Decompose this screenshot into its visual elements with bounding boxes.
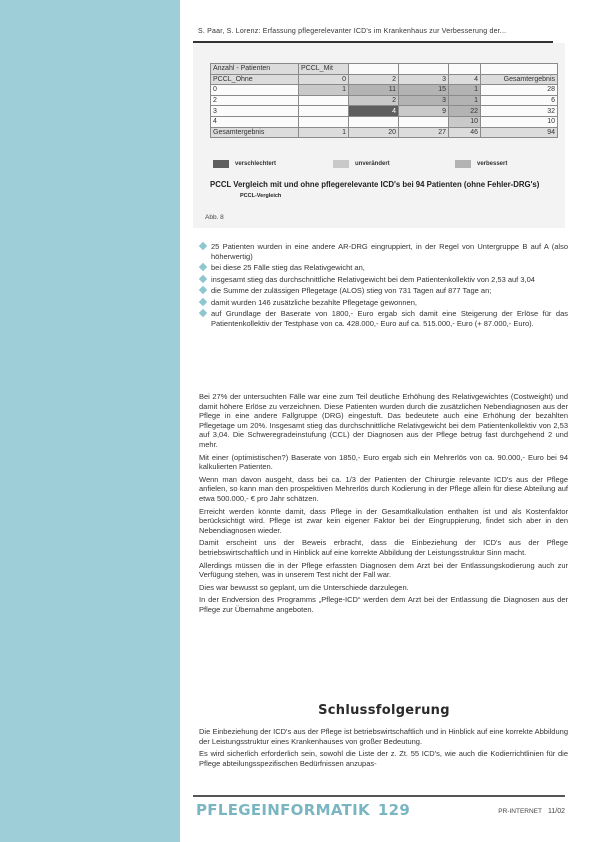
table-cell xyxy=(449,64,481,75)
body-text xyxy=(199,392,568,617)
figure-caption-sub: PCCL-Vergleich xyxy=(240,193,282,199)
table-row xyxy=(211,106,558,117)
table-cell: 3 xyxy=(399,74,449,85)
table-cell: 9 xyxy=(399,106,449,117)
table-cell: Anzahl - Patienten xyxy=(211,64,299,75)
table-row xyxy=(211,74,558,85)
table-row xyxy=(211,95,558,106)
table-cell xyxy=(299,95,349,106)
table-cell xyxy=(399,64,449,75)
paragraph: Mit einer (optimistischen?) Baserate von 1850,- Euro ergab sich ein Mehrerlös von ca. 90.000,- Euro bei 94 kalkulierten Patienten. xyxy=(199,452,568,472)
legend-swatch xyxy=(455,160,471,168)
legend-label: unverändert xyxy=(355,161,390,167)
paragraph: Es wird sicherlich erforderlich sein, sowohl die Liste der z. Zt. 55 ICD's, wie auch die Kodierrichtlinien für die Pflege abteilungsspezifischen Bedürfnissen anzupas- xyxy=(199,749,568,768)
legend-item-verschlechtert xyxy=(213,159,276,169)
paragraph: Dies war bewusst so geplant, um die Unterschiede darzulegen. xyxy=(199,582,409,592)
diamond-bullet-icon xyxy=(199,286,207,294)
page-number: 129 xyxy=(377,801,411,819)
footer-rule xyxy=(193,795,565,797)
table-cell: 1 xyxy=(299,85,349,96)
table-row xyxy=(211,116,558,127)
paragraph: Wenn man davon ausgeht, dass bei ca. 1/3 der Patienten der Chirurgie relevante ICD's aus der Pflege anfielen, so kann man den prospektiven Mehrerlös durch Kodierung in der Pflege allein für diese Abteilung auf etwa 500.000,- € pro Jahr schätzen. xyxy=(199,474,568,503)
bullet-item: 25 Patienten wurden in eine andere AR-DRG eingruppiert, in der Regel von Untergruppe B auf A (also höherwertig) xyxy=(200,242,568,261)
table-row xyxy=(211,64,558,75)
legend-label: verschlechtert xyxy=(235,161,277,167)
bullet-item: bei diese 25 Fälle stieg das Relativgewicht an, xyxy=(200,263,568,273)
bullet-item: auf Grundlage der Baserate von 1800,- Euro ergab sich damit eine Steigerung der Erlöse für das Patientenkollektiv der Testphase von ca. 428.000,- Euro auf ca. 515.000,- Euro (+ 87.000,- Euro). xyxy=(200,309,568,328)
bullet-item: damit wurden 146 zusätzliche bezahlte Pflegetage gewonnen, xyxy=(200,298,568,308)
table-cell: 4 xyxy=(349,106,399,117)
table-cell: 2 xyxy=(349,74,399,85)
running-header: S. Paar, S. Lorenz: Erfassung pflegerelevanter ICD's im Krankenhaus zur Verbesserung der... xyxy=(198,28,507,35)
table-cell: 10 xyxy=(449,116,481,127)
table-cell xyxy=(299,106,349,117)
table-cell: 1 xyxy=(449,95,481,106)
table-cell: 1 xyxy=(299,127,349,138)
table-cell: 2 xyxy=(211,95,299,106)
paragraph: Erreicht werden könnte damit, dass Pflege in der Gesamtkalkulation enthalten ist und als Kostenfaktor berücksichtigt wird. Pflege ist zwar kein eigener Faktor bei der Eingruppierung, findet sich aber in den Nebendiagnosen wieder. xyxy=(199,506,568,535)
diamond-bullet-icon xyxy=(199,297,207,305)
table-cell xyxy=(481,64,558,75)
table-cell: 11 xyxy=(349,85,399,96)
table-row xyxy=(211,127,558,138)
table-cell: 46 xyxy=(449,127,481,138)
figure-label: Abb. 8 xyxy=(205,214,224,221)
table-cell xyxy=(299,116,349,127)
table-cell: 1 xyxy=(449,85,481,96)
table-cell: 4 xyxy=(211,116,299,127)
pccl-comparison-table xyxy=(210,63,558,138)
diamond-bullet-icon xyxy=(199,274,207,282)
table-cell xyxy=(399,116,449,127)
table-cell xyxy=(349,116,399,127)
table-row xyxy=(211,85,558,96)
paragraph: Bei 27% der untersuchten Fälle war eine zum Teil deutliche Erhöhung des Relativgewichtes (Costweight) und damit höhere Erlöse zu verzeichnen. Diese Patienten wurden durch die zusätzlichen Nebendiagnosen aus der Pflege in eine andere Fallgruppe (DRG) eingestuft. Das bedeutete auch eine Erhöhung der bezahlten Pflegetage um 20%. Insgesamt stieg das durchschnittliche Relativgewicht bei dem Patientenkollektiv von 2,53 auf 3,04. Die Schweregradeinstufung (CCL) der Diagnosen aus der Pflege betrug fast durchgehend 2 und mehr. xyxy=(199,392,568,449)
bullet-item: insgesamt stieg das durchschnittliche Relativgewicht bei dem Patientenkollektiv von 2,53 auf 3,04 xyxy=(200,275,568,285)
table-cell: Gesamtergebnis xyxy=(211,127,299,138)
diamond-bullet-icon xyxy=(199,309,207,317)
publisher: PR-INTERNET xyxy=(498,808,542,815)
table-cell: 32 xyxy=(481,106,558,117)
table-cell: 27 xyxy=(399,127,449,138)
figure-caption xyxy=(210,180,570,201)
table-cell: 3 xyxy=(211,106,299,117)
table-cell: 0 xyxy=(211,85,299,96)
legend-item-unveraendert xyxy=(333,159,390,169)
footer-issue xyxy=(498,808,565,815)
table-cell: 2 xyxy=(349,95,399,106)
paragraph: Allerdings müssen die in der Pflege erfassten Diagnosen dem Arzt bei der Entlassungskodierung auch zur Verfügung stehen, was in unserem Test nicht der Fall war. xyxy=(199,560,568,580)
legend-label: verbessert xyxy=(477,161,508,167)
table-cell: 22 xyxy=(449,106,481,117)
issue-number: 11/02 xyxy=(548,808,565,815)
table-cell: Gesamtergebnis xyxy=(481,74,558,85)
table-cell: 4 xyxy=(449,74,481,85)
legend-item-verbessert xyxy=(455,159,507,169)
left-color-band xyxy=(0,0,180,842)
table-cell: 28 xyxy=(481,85,558,96)
paragraph: In der Endversion des Programms „Pflege-ICD“ werden dem Arzt bei der Entlassung die Diagnosen aus der Pflege zur Übernahme angeboten. xyxy=(199,595,568,614)
table-cell: 94 xyxy=(481,127,558,138)
results-bullet-list xyxy=(200,242,568,330)
paragraph: Damit erscheint uns der Beweis erbracht, dass die Einbeziehung der ICD's aus der Pflege betriebswirtschaftlich und in Hinblick auf eine korrekte Abbildung der Leistungsstruktur Sinn macht. xyxy=(199,538,568,557)
journal-name: PFLEGEINFORMATIK xyxy=(196,801,370,819)
table-cell xyxy=(349,64,399,75)
conclusion-text xyxy=(199,727,568,771)
diamond-bullet-icon xyxy=(199,263,207,271)
diamond-bullet-icon xyxy=(199,242,207,250)
table-cell: 20 xyxy=(349,127,399,138)
table-cell: 3 xyxy=(399,95,449,106)
table-cell: PCCL_Ohne xyxy=(211,74,299,85)
legend-swatch xyxy=(333,160,349,168)
section-heading: Schlussfolgerung xyxy=(318,703,450,718)
table-cell: PCCL_Mit xyxy=(299,64,349,75)
figure-caption-text: PCCL Vergleich mit und ohne pflegerelevante ICD's bei 94 Patienten (ohne Fehler-DRG's) xyxy=(210,180,540,189)
table-cell: 10 xyxy=(481,116,558,127)
journal-footer xyxy=(196,801,410,819)
table-cell: 15 xyxy=(399,85,449,96)
paragraph: Die Einbeziehung der ICD's aus der Pflege ist betriebswirtschaftlich und in Hinblick auf eine korrekte Abbildung der Leistungsstruktur eines Krankenhauses von großer Bedeutung. xyxy=(199,727,568,746)
table-cell: 6 xyxy=(481,95,558,106)
bullet-item: die Summe der zulässigen Pflegetage (ALOS) stieg von 731 Tagen auf 877 Tage an; xyxy=(200,286,568,296)
legend-swatch xyxy=(213,160,229,168)
table-cell: 0 xyxy=(299,74,349,85)
